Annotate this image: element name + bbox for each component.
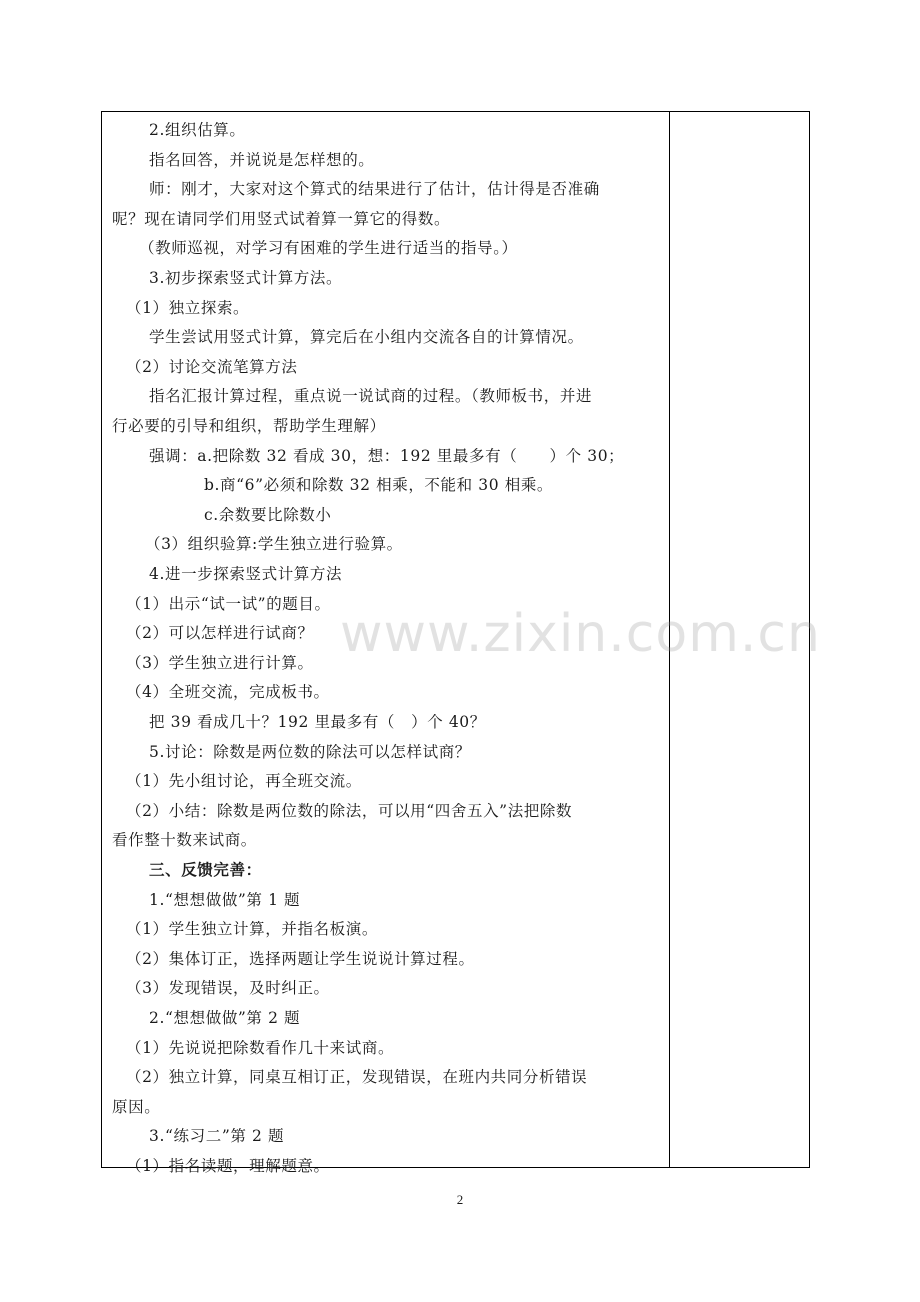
- text-line: 看作整十数来试商。: [112, 831, 257, 850]
- text-line: （2）小结：除数是两位数的除法，可以用“四舍五入”法把除数: [126, 801, 573, 820]
- text-line: （1）先小组讨论，再全班交流。: [126, 772, 362, 791]
- page-number: 2: [456, 1192, 464, 1207]
- text-line: 4.进一步探索竖式计算方法: [149, 565, 343, 583]
- text-line: （教师巡视，对学习有困难的学生进行适当的指导。）: [139, 239, 518, 258]
- text-line: 指名回答，并说说是怎样想的。: [149, 150, 375, 169]
- text-line: 强调：a.把除数 32 看成 30，想：192 里最多有（ ）个 30；: [149, 446, 625, 465]
- text-line: 师：刚才，大家对这个算式的结果进行了估计，估计得是否准确: [149, 180, 600, 199]
- text-line: 2.“想想做做”第 2 题: [149, 1009, 301, 1027]
- text-line: （3）学生独立进行计算。: [126, 653, 314, 672]
- text-line: b.商“6”必须和除数 32 相乘，不能和 30 相乘。: [204, 476, 554, 495]
- text-line: 行必要的引导和组织，帮助学生理解）: [112, 417, 386, 435]
- text-line: 把 39 看成几十？192 里最多有（ ）个 40？: [149, 713, 486, 731]
- text-line: 1.“想想做做”第 1 题: [149, 890, 301, 909]
- text-line: （3）组织验算:学生独立进行验算。: [145, 535, 403, 554]
- text-line: （1）学生独立计算，并指名板演。: [126, 920, 378, 939]
- text-line: （2）独立计算，同桌互相订正，发现错误，在班内共同分析错误: [126, 1068, 588, 1087]
- text-line: （2）讨论交流笔算方法: [126, 357, 298, 376]
- text-line: 指名汇报计算过程，重点说一说试商的过程。（教师板书，并进: [149, 387, 593, 406]
- text-line: （1）出示“试一试”的题目。: [126, 594, 331, 613]
- text-line: （1）指名读题，理解题意。: [126, 1157, 330, 1175]
- text-line: （4）全班交流，完成板书。: [126, 683, 330, 702]
- watermark: www.zixin.com.cn: [340, 604, 821, 664]
- text-line: （2）可以怎样进行试商？: [126, 624, 314, 643]
- text-line: 5.讨论：除数是两位数的除法可以怎样试商？: [149, 742, 471, 761]
- text-line: 呢？现在请同学们用竖式试着算一算它的得数。: [112, 209, 451, 228]
- text-line: （2）集体订正，选择两题让学生说说计算过程。: [126, 949, 475, 968]
- text-line: （3）发现错误，及时纠正。: [126, 979, 330, 998]
- text-line: 3.初步探索竖式计算方法。: [149, 269, 343, 287]
- text-line: 学生尝试用竖式计算，算完后在小组内交流各自的计算情况。: [149, 328, 584, 347]
- text-line: 3.“练习二”第 2 题: [149, 1127, 285, 1146]
- text-line: （1）独立探索。: [126, 298, 250, 317]
- text-line: c.余数要比除数小: [204, 505, 332, 524]
- text-line: 原因。: [112, 1097, 161, 1116]
- text-line: （1）先说说把除数看作几十来试商。: [126, 1038, 395, 1057]
- text-line: 2.组织估算。: [149, 121, 246, 139]
- text-line: 三、反馈完善：: [149, 860, 262, 879]
